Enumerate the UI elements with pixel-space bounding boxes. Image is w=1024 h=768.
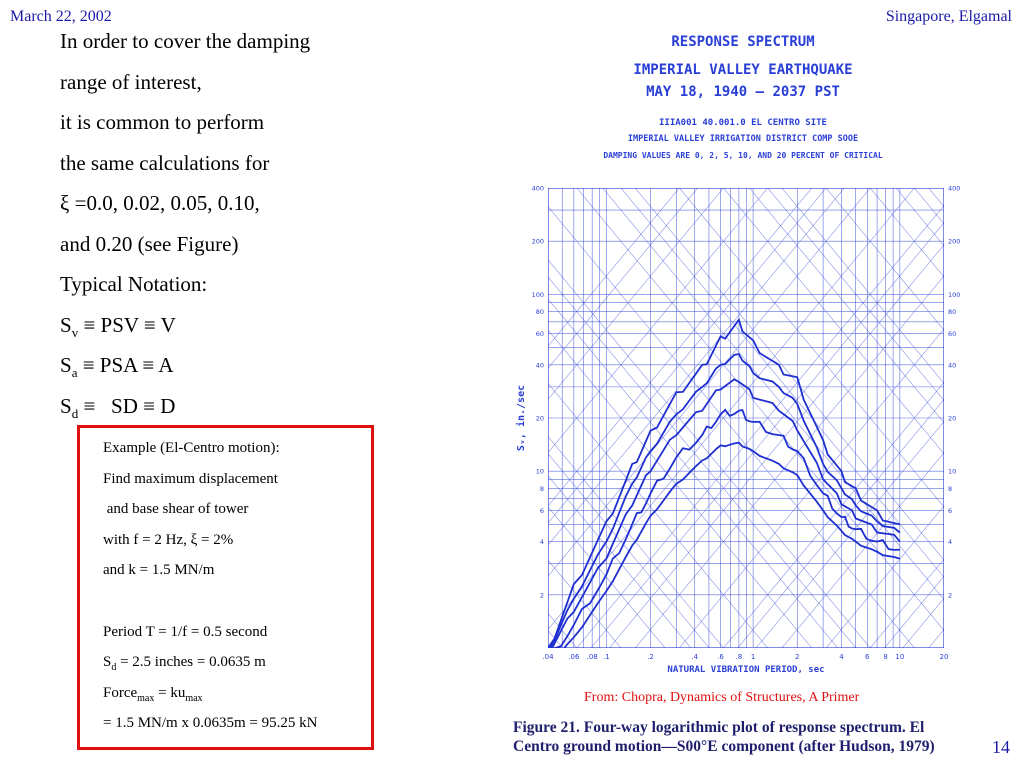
grid-line-acceleration	[508, 180, 978, 612]
spectrum-curve-damping-0.05	[548, 379, 900, 656]
x-tick-label: 8	[883, 653, 888, 661]
bullet-line-6: and 0.20 (see Figure)	[60, 231, 239, 256]
bullet-line-2: range of interest,	[60, 69, 202, 94]
grid-line-acceleration	[508, 180, 978, 559]
y-tick-label-right: 2	[948, 591, 953, 600]
x-tick-label: 4	[839, 653, 844, 661]
y-tick-label-right: 100	[948, 290, 961, 299]
chart-series	[548, 320, 900, 665]
y-tick-label-right: 200	[948, 237, 961, 246]
y-tick-label-right: 400	[948, 184, 961, 193]
grid-line-displacement	[508, 347, 978, 680]
spectrum-curve-damping-0.2	[548, 443, 900, 665]
example-line-6: Period T = 1/f = 0.5 second	[103, 623, 268, 640]
page-number: 14	[992, 737, 1010, 757]
example-line-9: = 1.5 MN/m x 0.0635m = 95.25 kN	[103, 715, 318, 732]
y-tick-label: 4	[539, 538, 544, 547]
x-tick-label: .06	[568, 653, 580, 661]
x-tick-label: .2	[647, 653, 654, 661]
x-tick-label: .8	[735, 653, 743, 661]
header-venue: Singapore, Elgamal	[885, 8, 1012, 25]
grid-line-displacement	[508, 193, 978, 680]
y-tick-label-right: 60	[948, 330, 957, 339]
tripartite-chart	[508, 180, 978, 680]
y-tick-label-right: 20	[948, 414, 957, 423]
y-tick-label-right: 40	[948, 361, 957, 370]
grid-line-displacement	[508, 180, 978, 630]
header-date: March 22, 2002	[10, 8, 112, 25]
grid-line-displacement	[508, 180, 978, 277]
grid-line-displacement	[508, 180, 978, 193]
x-tick-label: 6	[865, 653, 870, 661]
y-tick-label: 20	[535, 414, 544, 423]
bullet-line-5: ξ =0.0, 0.02, 0.05, 0.10,	[60, 191, 260, 215]
x-tick-label: .04	[542, 653, 554, 661]
example-line-4: with f = 2 Hz, ξ = 2%	[103, 531, 234, 548]
grid-line-acceleration	[508, 206, 978, 680]
spectrum-curve-damping-0.02	[548, 354, 900, 652]
y-tick-label: 8	[539, 484, 544, 493]
bullet-line-4: the same calculations for	[60, 150, 270, 175]
example-line-7: $S_d = 2.5$ inches = 0.0635 m	[103, 654, 266, 674]
figure-info-3: DAMPING VALUES ARE 0, 2, 5, 10, AND 20 PERCENT OF CRITICAL	[603, 151, 883, 160]
y-tick-label-right: 80	[948, 308, 957, 317]
example-line-3: and base shear of tower	[103, 501, 249, 518]
grid-line-displacement	[508, 400, 978, 680]
grid-line-displacement	[508, 224, 978, 680]
y-tick-label: 6	[539, 506, 544, 515]
x-tick-label: .08	[586, 653, 598, 661]
x-tick-label: .6	[717, 653, 724, 661]
response-spectrum-figure	[508, 28, 978, 675]
grid-line-displacement	[508, 180, 978, 347]
notation-sv: $S_v$ ≡ PSV ≡ V	[60, 312, 176, 340]
bullet-line-7: Typical Notation:	[60, 272, 208, 296]
figure-title-2: IMPERIAL VALLEY EARTHQUAKE	[633, 62, 853, 78]
x-tick-label: 10	[895, 653, 905, 661]
grid-line-displacement	[508, 180, 978, 400]
x-tick-label: 2	[795, 653, 800, 661]
grid-line-acceleration	[508, 276, 978, 680]
y-tick-label-right: 10	[948, 467, 957, 476]
y-tick-label-right: 8	[948, 484, 953, 493]
grid-line-acceleration	[508, 180, 978, 629]
y-tick-label: 100	[531, 290, 544, 299]
y-tick-label: 10	[535, 467, 544, 476]
x-tick-label: .4	[691, 653, 699, 661]
grid-line-acceleration	[508, 180, 978, 475]
example-line-5: and k = 1.5 MN/m	[103, 562, 215, 579]
slide-body-text	[60, 28, 480, 433]
grid-line-displacement	[508, 277, 978, 680]
x-tick-label: 1	[750, 653, 756, 661]
grid-line-displacement	[508, 330, 978, 680]
y-tick-label: 400	[531, 184, 544, 193]
grid-line-displacement	[508, 180, 978, 330]
bullet-line-3: it is common to perform	[60, 110, 265, 134]
y-tick-label: 60	[535, 330, 544, 339]
grid-line-acceleration	[508, 382, 978, 680]
y-tick-label: 40	[535, 361, 544, 370]
grid-line-acceleration	[508, 298, 978, 680]
x-tick-label: .1	[603, 653, 610, 661]
x-tick-label: 20	[939, 653, 949, 661]
notation-sd: $S_d$ ≡ SD ≡ D	[60, 393, 176, 421]
grid-line-acceleration	[508, 475, 978, 680]
x-axis-label: NATURAL VIBRATION PERIOD, sec	[667, 665, 825, 675]
example-spacer	[103, 591, 317, 622]
bullet-line-1: In order to cover the damping	[60, 29, 311, 53]
figure-title-3: MAY 18, 1940 — 2037 PST	[646, 84, 840, 100]
example-line-8: Force$_{max}$ = $ku_{max}$	[103, 684, 203, 704]
y-tick-label: 2	[539, 591, 544, 600]
figure-info-1: IIIA001 40.001.0 EL CENTRO SITE	[659, 118, 827, 128]
grid-line-displacement	[508, 180, 978, 524]
grid-line-displacement	[508, 180, 978, 507]
figure-info-2: IMPERIAL VALLEY IRRIGATION DISTRICT COMP SOOE	[627, 134, 859, 144]
grid-line-acceleration	[508, 559, 978, 680]
grid-line-acceleration	[508, 180, 978, 506]
example-line-2: Find maximum displacement	[103, 470, 278, 487]
notation-sa: $S_a$ ≡ PSA ≡ A	[60, 353, 174, 381]
figure-title-1: RESPONSE SPECTRUM	[671, 34, 815, 50]
grid-line-acceleration	[508, 329, 978, 680]
chart-ticks	[532, 185, 961, 662]
example-box	[77, 425, 374, 750]
y-axis-label: Sᵥ, in./sec	[516, 384, 527, 452]
y-tick-label-right: 6	[948, 506, 953, 515]
figure-source-note: From: Chopra, Dynamics of Structures, A Primer	[584, 690, 860, 705]
y-tick-label: 200	[531, 237, 544, 246]
example-line-1: Example (El-Centro motion):	[103, 440, 280, 456]
y-tick-label-right: 4	[948, 538, 953, 547]
figure-caption: Figure 21. Four-way logarithmic plot of response spectrum. El Centro ground motion—S00°E component (after Hudson, 1979)	[513, 719, 935, 755]
y-tick-label: 80	[535, 308, 544, 317]
grid-line-acceleration	[508, 436, 978, 680]
